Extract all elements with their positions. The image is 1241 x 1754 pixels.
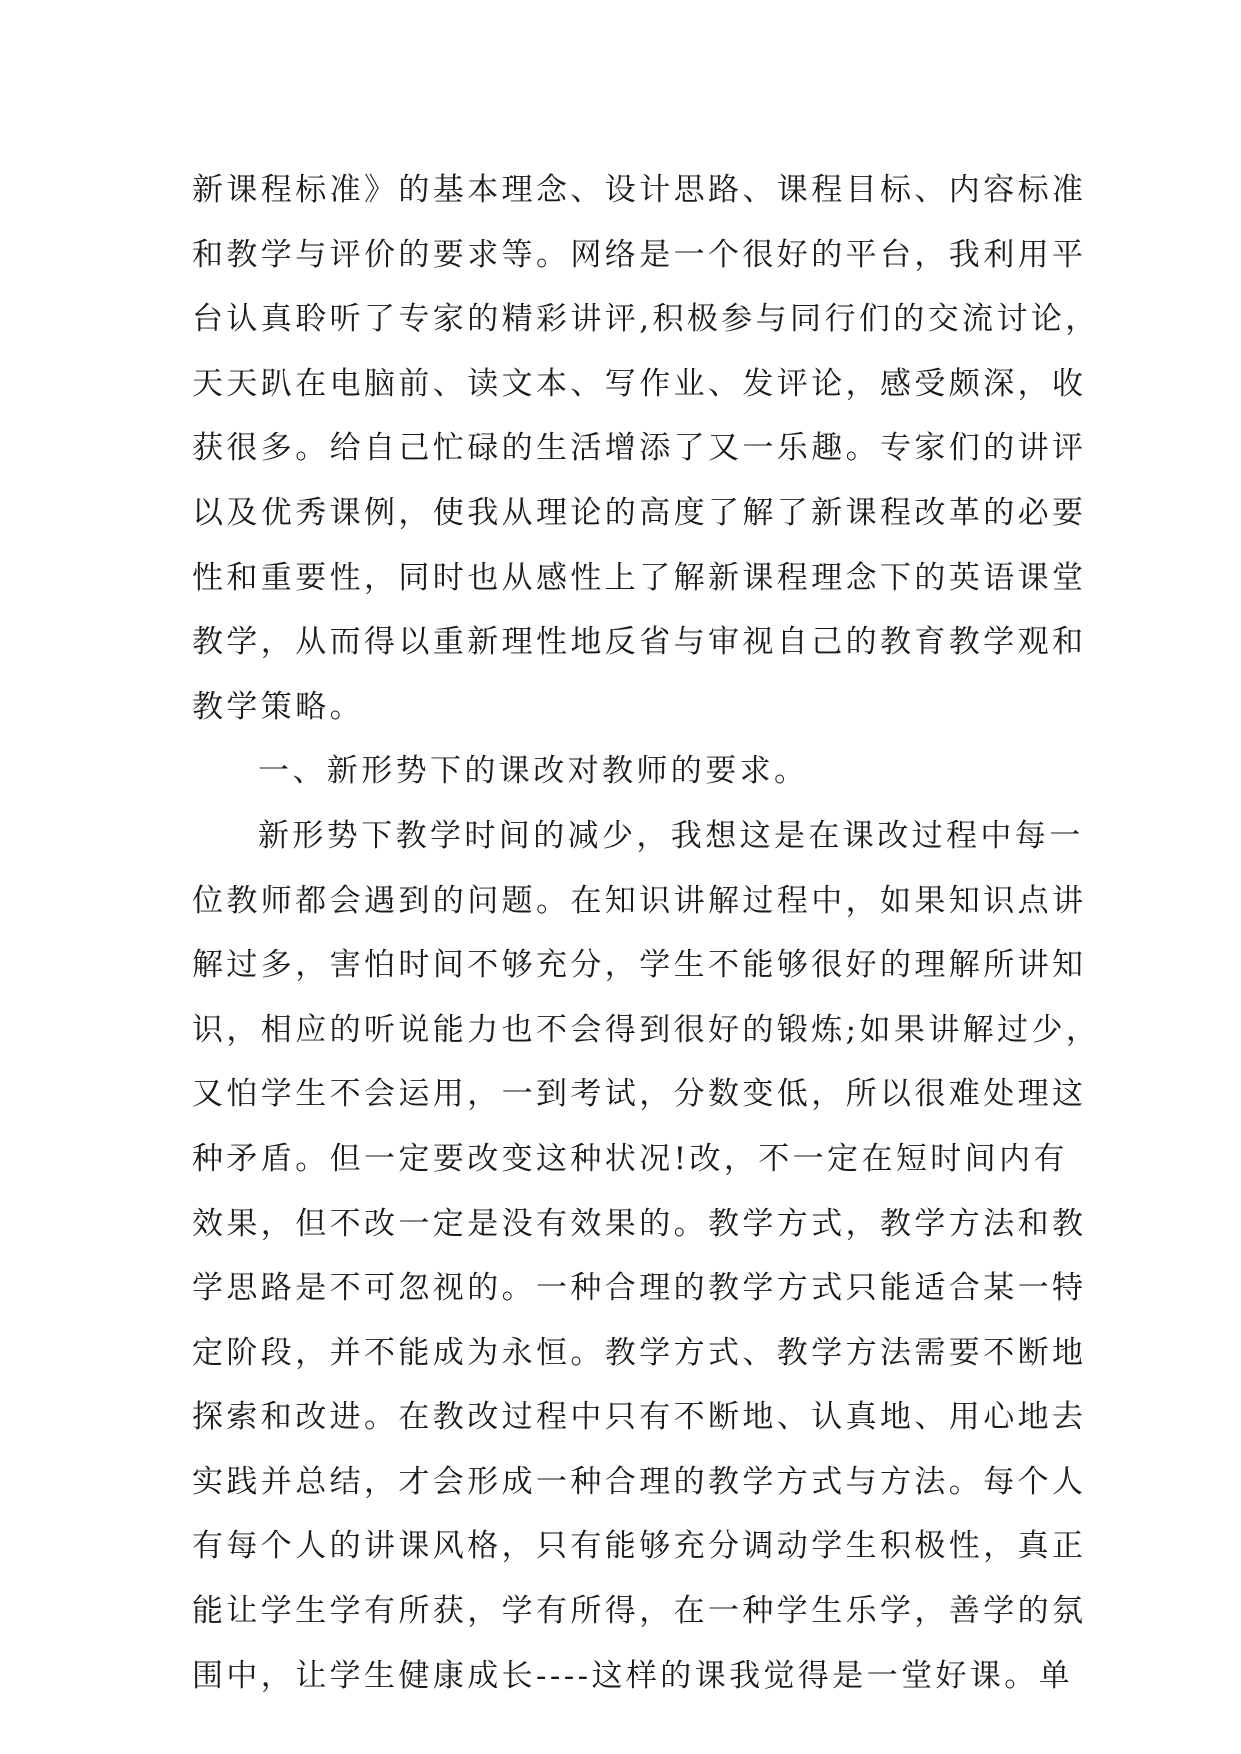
text-line: 实践并总结，才会形成一种合理的教学方式与方法。每个人: [192, 1463, 1087, 1500]
text-line: 探索和改进。在教改过程中只有不断地、认真地、用心地去: [192, 1399, 1087, 1436]
text-line: 效果，但不改一定是没有效果的。教学方式，教学方法和教: [192, 1205, 1087, 1242]
text-line: 识，相应的听说能力也不会得到很好的锻炼;如果讲解过少，: [192, 1011, 1101, 1048]
text-line: 性和重要性，同时也从感性上了解新课程理念下的英语课堂: [192, 559, 1087, 596]
text-line: 新形势下教学时间的减少，我想这是在课改过程中每一: [258, 817, 1084, 854]
text-line: 定阶段，并不能成为永恒。教学方式、教学方法需要不断地: [192, 1334, 1087, 1371]
text-line: 新课程标准》的基本理念、设计思路、课程目标、内容标准: [192, 172, 1087, 208]
text-line: 位教师都会遇到的问题。在知识讲解过程中，如果知识点讲: [192, 882, 1087, 919]
text-line: 天天趴在电脑前、读文本、写作业、发评论，感受颇深，收: [192, 365, 1087, 402]
text-line: 学思路是不可忽视的。一种合理的教学方式只能适合某一特: [192, 1270, 1087, 1307]
text-line: 教学，从而得以重新理性地反省与审视自己的教育教学观和: [192, 624, 1087, 661]
text-line: 一、新形势下的课改对教师的要求。: [258, 753, 809, 790]
text-line: 以及优秀课例，使我从理论的高度了解了新课程改革的必要: [192, 494, 1087, 531]
text-line: 解过多，害怕时间不够充分，学生不能够很好的理解所讲知: [192, 947, 1087, 984]
text-line: 和教学与评价的要求等。网络是一个很好的平台，我利用平: [192, 236, 1087, 273]
text-line: 台认真聆听了专家的精彩讲评,积极参与同行们的交流讨论，: [192, 301, 1100, 338]
text-line: 教学策略。: [192, 688, 364, 725]
text-line: 又怕学生不会运用，一到考试，分数变低，所以很难处理这: [192, 1076, 1087, 1113]
text-line: 种矛盾。但一定要改变这种状况!改，不一定在短时间内有: [192, 1140, 1068, 1177]
text-line: 获很多。给自己忙碌的生活增添了又一乐趣。专家们的讲评: [192, 430, 1087, 467]
text-line: 围中，让学生健康成长----这样的课我觉得是一堂好课。单: [192, 1657, 1074, 1694]
text-line: 能让学生学有所获，学有所得，在一种学生乐学，善学的氛: [192, 1593, 1087, 1630]
document-body: [192, 158, 1101, 1708]
text-line: 有每个人的讲课风格，只有能够充分调动学生积极性，真正: [192, 1528, 1087, 1565]
